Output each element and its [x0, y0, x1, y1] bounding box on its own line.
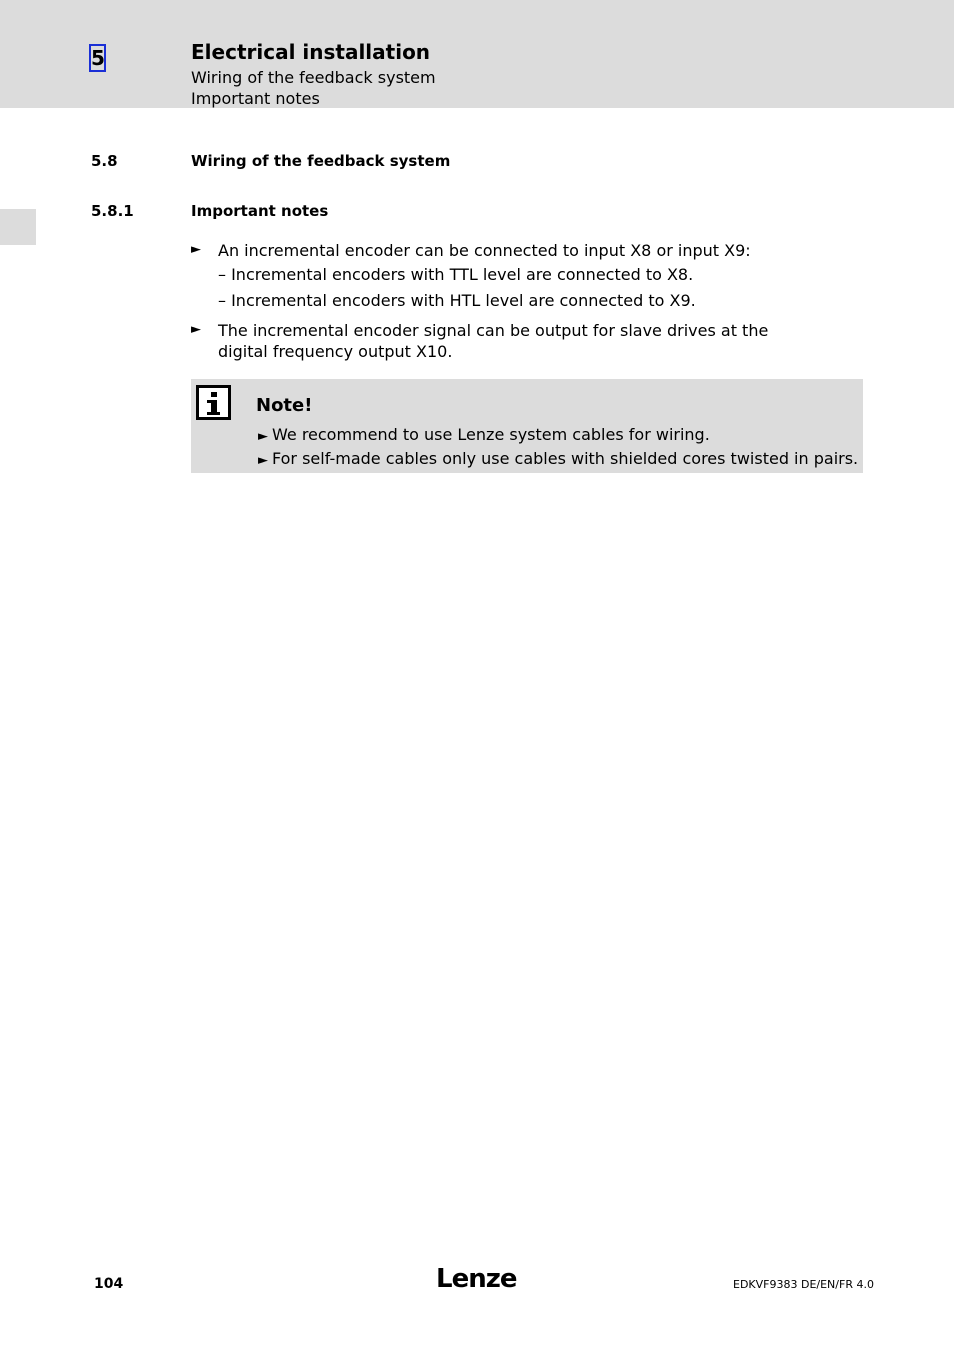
- page-number: 104: [94, 1276, 124, 1292]
- bullet-text: An incremental encoder can be connected to input X8 or input X9:: [218, 241, 751, 260]
- section-number: 5.8: [91, 152, 118, 170]
- header-subtitle: Important notes: [191, 89, 320, 108]
- bullet-arrow-icon: ►: [191, 322, 201, 337]
- note-item: [258, 449, 858, 468]
- header-band: [0, 0, 954, 108]
- sub-item: – Incremental encoders with TTL level are connected to X8.: [218, 265, 694, 284]
- bullet-arrow-icon: ►: [258, 429, 268, 444]
- info-icon: [196, 385, 231, 420]
- sub-item: – Incremental encoders with HTL level are connected to X9.: [218, 291, 696, 310]
- note-item-text: We recommend to use Lenze system cables for wiring.: [272, 425, 710, 444]
- note-title: Note!: [256, 395, 313, 416]
- subsection-title: Important notes: [191, 202, 329, 220]
- bullet-arrow-icon: ►: [258, 453, 268, 468]
- lenze-logo: Lenze: [436, 1264, 517, 1294]
- document-id: EDKVF9383 DE/EN/FR 4.0: [733, 1278, 874, 1291]
- bullet-text: The incremental encoder signal can be output for slave drives at the digital frequency output X10.: [218, 321, 769, 361]
- chapter-number[interactable]: 5: [91, 46, 105, 70]
- note-item-text: For self-made cables only use cables with shielded cores twisted in pairs.: [272, 449, 859, 468]
- header-title: Electrical installation: [191, 40, 431, 64]
- bullet-arrow-icon: ►: [191, 242, 201, 257]
- section-title: Wiring of the feedback system: [191, 152, 451, 170]
- side-tab-marker: [0, 209, 36, 245]
- note-item: [258, 425, 710, 444]
- subsection-number: 5.8.1: [91, 202, 134, 220]
- header-subtitle: Wiring of the feedback system: [191, 68, 436, 87]
